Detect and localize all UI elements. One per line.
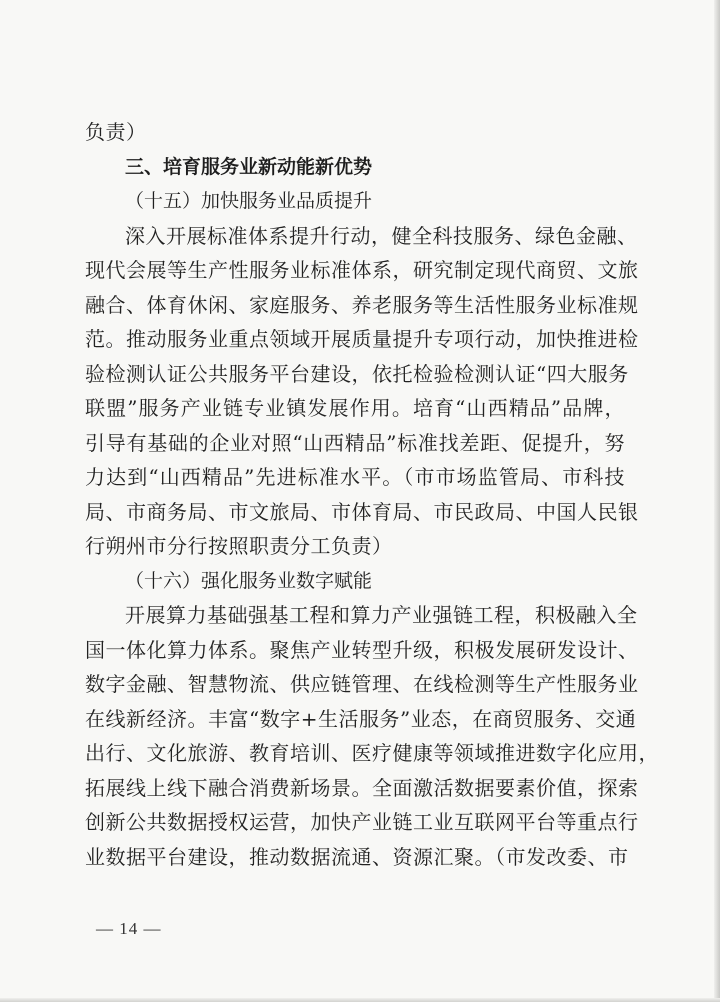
subsection-heading: （十五）加快服务业品质提升 xyxy=(125,190,373,212)
page-edge-shadow xyxy=(714,0,720,1002)
paragraph-line: 深入开展标准体系提升行动，健全科技服务、绿色金融、 xyxy=(125,223,638,248)
section-heading: 三、培育服务业新动能新优势 xyxy=(125,155,373,178)
page-bottom-shadow xyxy=(0,998,720,1002)
paragraph-line: 行朔州市分行按照职责分工负责） xyxy=(85,534,393,558)
paragraph-line: 局、市商务局、市文旅局、市体育局、市民政局、中国人民银 xyxy=(85,499,639,524)
paragraph-line: 力达到“山西精品”先进标准水平。（市市场监管局、市科技 xyxy=(85,465,625,489)
paragraph-line: 范。推动服务业重点领域开展质量提升专项行动，加快推进检 xyxy=(85,327,639,351)
document-body xyxy=(85,115,659,874)
paragraph-line: 引导有基础的企业对照“山西精品”标准找差距、促提升，努 xyxy=(85,430,625,455)
paragraph-line: 出行、文化旅游、教育培训、医疗健康等领域推进数字化应用， xyxy=(85,741,659,765)
paragraph-line: 数字金融、智慧物流、供应链管理、在线检测等生产性服务业 xyxy=(85,672,639,696)
text-line: 负责） xyxy=(85,120,147,144)
paragraph-line: 现代会展等生产性服务业标准体系，研究制定现代商贸、文旅 xyxy=(85,258,639,282)
paragraph-line: 国一体化算力体系。聚焦产业转型升级，积极发展研发设计、 xyxy=(85,637,639,662)
paragraph-line: 验检测认证公共服务平台建设，依托检验检测认证“四大服务 xyxy=(85,361,629,386)
paragraph-line: 在线新经济。丰富“数字+生活服务”业态，在商贸服务、交通 xyxy=(85,706,637,731)
paragraph-line: 开展算力基础强基工程和算力产业强链工程，积极融入全 xyxy=(125,603,638,627)
page-number: — 14 — xyxy=(96,919,162,938)
paragraph-line: 业数据平台建设，推动数据流通、资源汇聚。（市发改委、市 xyxy=(85,844,629,869)
paragraph-line: 融合、体育休闲、家庭服务、养老服务等生活性服务业标准规 xyxy=(85,292,639,317)
paragraph-line: 拓展线上线下融合消费新场景。全面激活数据要素价值，探索 xyxy=(85,775,639,800)
subsection-heading: （十六）强化服务业数字赋能 xyxy=(125,569,373,592)
paragraph-line: 创新公共数据授权运营，加快产业链工业互联网平台等重点行 xyxy=(85,810,639,834)
paragraph-line: 联盟”服务产业链专业镇发展作用。培育“山西精品”品牌， xyxy=(85,396,625,420)
